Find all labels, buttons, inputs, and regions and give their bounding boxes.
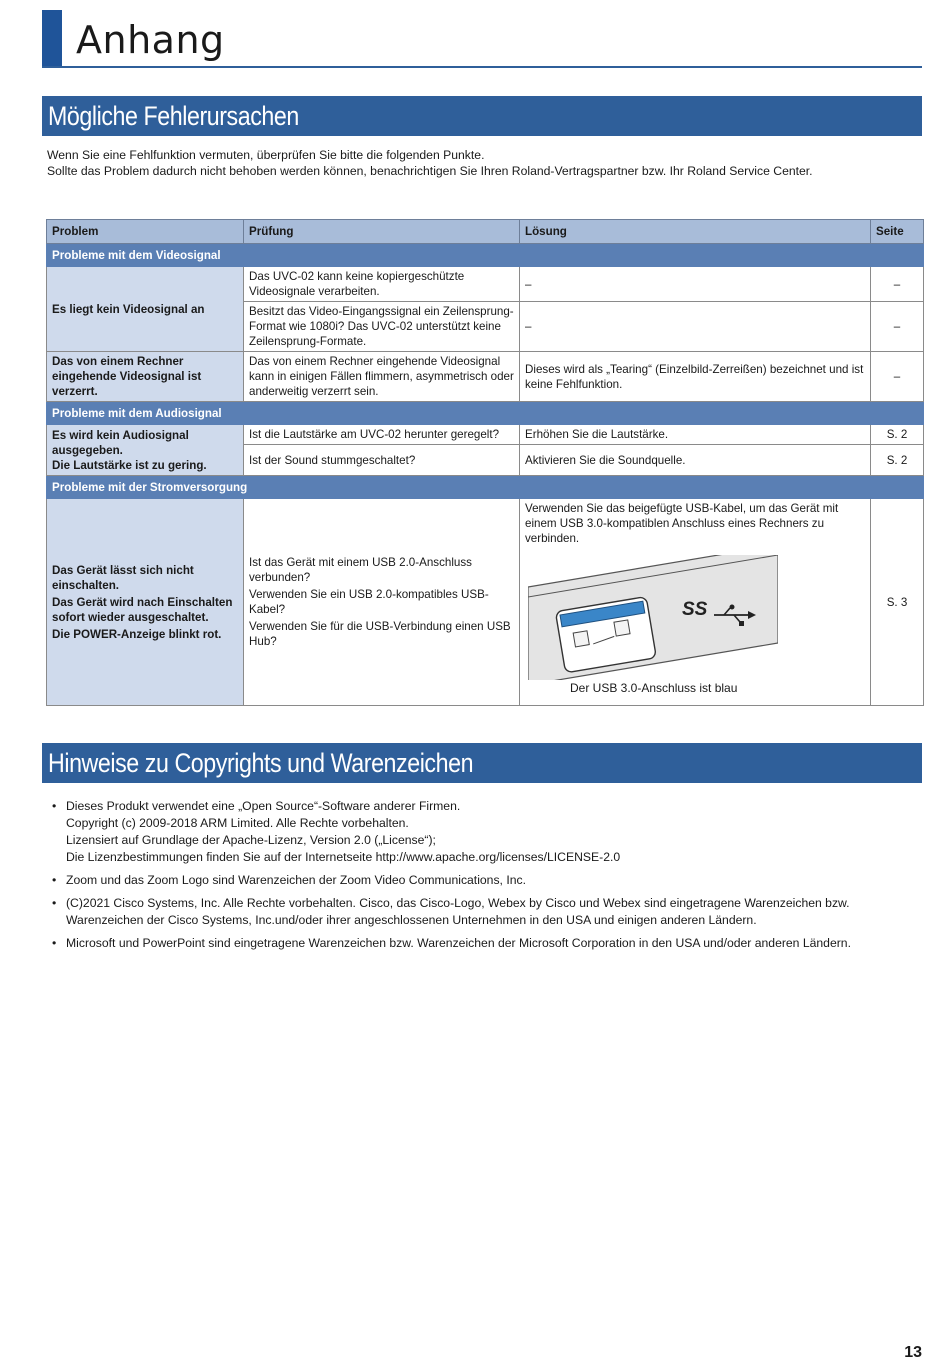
note-line: • (C)2021 Cisco Systems, Inc. Alle Rechte vorbehalten. Cisco, das Cisco-Logo, Webex by Cisco und Webex sind eingetragene Warenzeichen bzw. — [66, 896, 850, 910]
problem-line: Die POWER-Anzeige blinkt rot. — [52, 627, 222, 641]
table-row — [47, 499, 924, 706]
problem-line: Das Gerät lässt sich nicht einschalten. — [52, 563, 194, 592]
note-line: • Zoom und das Zoom Logo sind Warenzeichen der Zoom Video Communications, Inc. — [66, 873, 526, 887]
note-line: Warenzeichen der Cisco Systems, Inc.und/oder ihrer angeschlossenen Unternehmen in den USA und einigen anderen Ländern. — [66, 913, 757, 927]
page-cell: – — [871, 302, 924, 352]
group-row-audio — [47, 402, 924, 425]
note-line: • Dieses Produkt verwendet eine „Open Source“-Software anderer Firmen. — [66, 799, 461, 813]
problem-line: Das Gerät wird nach Einschalten sofort wieder ausgeschaltet. — [52, 595, 233, 624]
page-cell: – — [871, 267, 924, 302]
copyright-notes — [52, 798, 912, 958]
column-header-problem: Problem — [47, 220, 244, 244]
solution-cell: Aktivieren Sie die Soundquelle. — [520, 445, 871, 476]
usb-logo-text: SS — [682, 599, 708, 620]
check-cell: Ist der Sound stummgeschaltet? — [244, 445, 520, 476]
usb-solution — [520, 499, 870, 705]
section-heading-troubleshooting — [42, 96, 922, 136]
section-heading-copyrights — [42, 743, 922, 783]
check-cell: Ist die Lautstärke am UVC-02 herunter geregelt? — [244, 425, 520, 445]
group-label: Probleme mit dem Audiosignal — [47, 402, 924, 425]
section-title: Hinweise zu Copyrights und Warenzeichen — [48, 748, 474, 778]
group-label: Probleme mit dem Videosignal — [47, 244, 924, 267]
problem-cell — [47, 499, 244, 706]
check-cell: Das von einem Rechner eingehende Videosignal kann in einigen Fällen flimmern, asymmetrisch oder anderweitig verzerrt sein. — [244, 352, 520, 402]
section-title: Mögliche Fehlerursachen — [48, 101, 299, 131]
group-label: Probleme mit der Stromversorgung — [47, 476, 924, 499]
check-line: Verwenden Sie für die USB-Verbindung einen USB Hub? — [249, 620, 511, 648]
table-row — [47, 352, 924, 402]
problem-cell: Es liegt kein Videosignal an — [47, 267, 244, 352]
solution-cell — [520, 499, 871, 706]
problem-line: Die Lautstärke ist zu gering. — [52, 458, 207, 472]
check-cell: Das UVC-02 kann keine kopiergeschützte Videosignale verarbeiten. — [244, 267, 520, 302]
column-header-page: Seite — [871, 220, 924, 244]
column-header-check: Prüfung — [244, 220, 520, 244]
table-row — [47, 267, 924, 302]
page-title: Anhang — [76, 18, 225, 62]
group-row-video — [47, 244, 924, 267]
table-header-row — [47, 220, 924, 244]
page-cell: S. 2 — [871, 445, 924, 476]
page-cell: S. 2 — [871, 425, 924, 445]
solution-cell: – — [520, 267, 871, 302]
check-cell — [244, 499, 520, 706]
header-accent-bar — [42, 10, 62, 66]
check-line: Ist das Gerät mit einem USB 2.0-Anschluss verbunden? — [249, 556, 472, 584]
note-line: • Microsoft und PowerPoint sind eingetragene Warenzeichen bzw. Warenzeichen der Microsoft Corporation in den USA und/oder anderen Ländern. — [66, 936, 851, 950]
page-number: 13 — [904, 1344, 922, 1361]
list-item — [52, 935, 912, 952]
solution-cell: Dieses wird als „Tearing“ (Einzelbild-Zerreißen) bezeichnet und ist keine Fehlfunktion. — [520, 352, 871, 402]
page-cell: S. 3 — [871, 499, 924, 706]
usb-port-illustration — [528, 555, 778, 680]
solution-cell: Erhöhen Sie die Lautstärke. — [520, 425, 871, 445]
problem-cell — [47, 425, 244, 476]
list-item — [52, 872, 912, 889]
list-item — [52, 895, 912, 929]
intro-text — [47, 147, 907, 179]
problem-cell: Das von einem Rechner eingehende Videosignal ist verzerrt. — [47, 352, 244, 402]
list-item — [52, 798, 912, 866]
usb-caption: Der USB 3.0-Anschluss ist blau — [570, 681, 738, 695]
troubleshooting-table — [46, 219, 924, 706]
note-line: Copyright (c) 2009-2018 ARM Limited. Alle Rechte vorbehalten. — [66, 816, 409, 830]
problem-line: Es wird kein Audiosignal ausgegeben. — [52, 428, 189, 457]
solution-cell: – — [520, 302, 871, 352]
check-line: Verwenden Sie ein USB 2.0-kompatibles USB-Kabel? — [249, 588, 489, 616]
note-line: Die Lizenzbestimmungen finden Sie auf der Internetseite http://www.apache.org/licenses/LICENSE-2.0 — [66, 850, 621, 864]
page-cell: – — [871, 352, 924, 402]
intro-line: Wenn Sie eine Fehlfunktion vermuten, überprüfen Sie bitte die folgenden Punkte. — [47, 148, 485, 162]
column-header-solution: Lösung — [520, 220, 871, 244]
table-row — [47, 425, 924, 445]
intro-line: Sollte das Problem dadurch nicht behoben werden können, benachrichtigen Sie Ihren Roland-Vertragspartner bzw. Ihr Roland Service Center. — [47, 164, 813, 178]
group-row-power — [47, 476, 924, 499]
solution-text: Verwenden Sie das beigefügte USB-Kabel, um das Gerät mit einem USB 3.0-kompatiblen Anschluss eines Rechners zu verbinden. — [525, 502, 839, 545]
page-header — [42, 10, 922, 68]
check-cell: Besitzt das Video-Eingangssignal ein Zeilensprung-Format wie 1080i? Das UVC-02 unterstützt keine Zeilensprung-Formate. — [244, 302, 520, 352]
note-line: Lizensiert auf Grundlage der Apache-Lizenz, Version 2.0 („License“); — [66, 833, 436, 847]
